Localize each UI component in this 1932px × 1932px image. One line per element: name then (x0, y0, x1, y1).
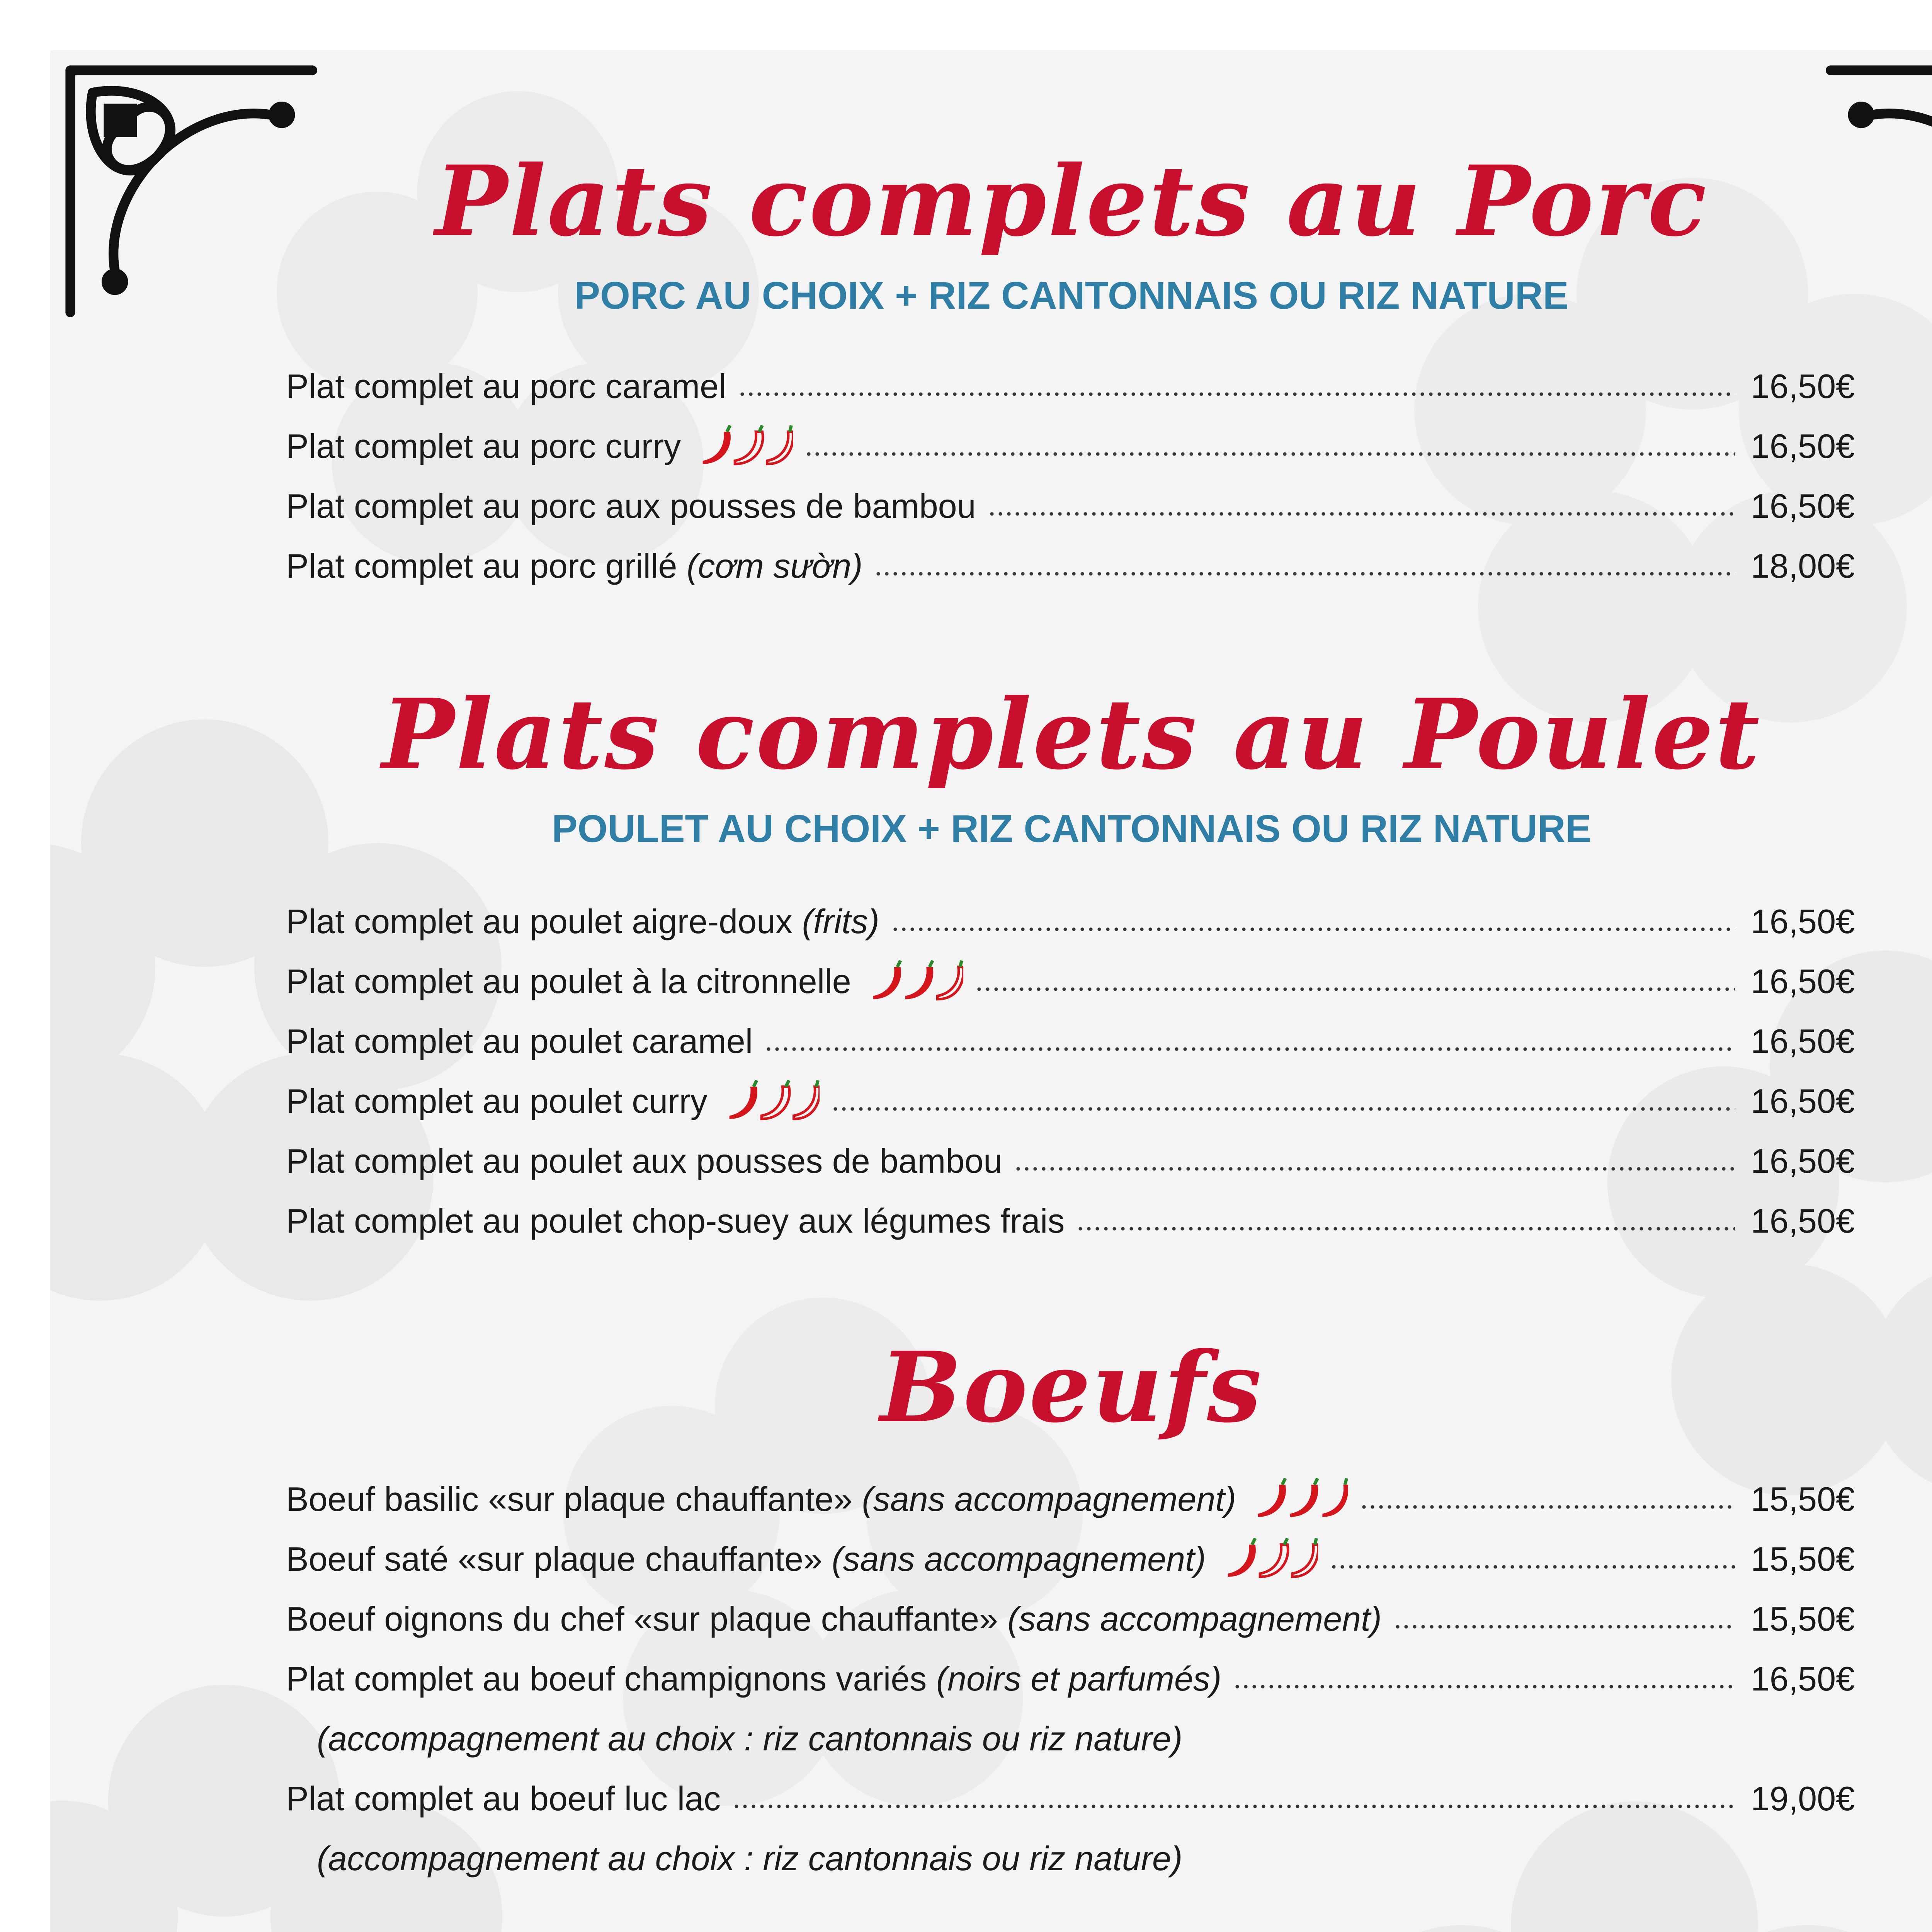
menu-item (286, 1772, 1855, 1826)
item-name: Boeuf saté «sur plaque chauffante» (286, 1540, 822, 1578)
item-price: 16,50€ (1750, 902, 1855, 940)
chili-pepper-icon (696, 425, 793, 468)
dot-leader (1360, 1503, 1735, 1511)
dot-leader (1076, 1225, 1735, 1233)
item-price: 16,50€ (1750, 1660, 1855, 1698)
item-price: 16,50€ (1750, 1142, 1855, 1180)
dot-leader (874, 570, 1735, 578)
item-subnote: (accompagnement au choix : riz cantonnais ou riz nature) (317, 1839, 1183, 1878)
item-note: (frits) (802, 902, 879, 940)
menu-item (286, 1074, 1855, 1128)
dot-leader (1233, 1683, 1735, 1690)
item-note: (sans accompagnement) (832, 1540, 1206, 1578)
section-subtitle-poulet: POULET AU CHOIX + RIZ CANTONNAIS OU RIZ NATURE (552, 807, 1591, 850)
item-name: Plat complet au porc curry (286, 427, 681, 465)
dot-leader (891, 925, 1735, 933)
item-note: (sans accompagnement) (1007, 1600, 1382, 1638)
item-price: 19,00€ (1750, 1779, 1855, 1818)
menu-item (286, 1592, 1855, 1646)
menu-item (286, 1134, 1855, 1188)
item-price: 18,00€ (1750, 547, 1855, 585)
item-price: 16,50€ (1750, 487, 1855, 525)
menu-item (286, 539, 1855, 593)
item-name: Plat complet au poulet aigre-doux (286, 902, 793, 940)
dot-leader (1014, 1165, 1735, 1173)
item-price: 16,50€ (1750, 427, 1855, 465)
item-price: 16,50€ (1750, 1202, 1855, 1240)
menu-item (286, 1194, 1855, 1248)
item-name: Plat complet au poulet à la citronnelle (286, 962, 851, 1000)
item-name: Plat complet au porc aux pousses de bambou (286, 487, 976, 525)
chili-pepper-icon (1221, 1538, 1318, 1580)
menu-item (286, 419, 1855, 473)
dot-leader (804, 450, 1735, 458)
item-name: Plat complet au poulet curry (286, 1082, 707, 1120)
section-title-porc: Plats complets au Porc (435, 144, 1708, 258)
item-price: 16,50€ (1750, 962, 1855, 1000)
chili-pepper-icon (1252, 1478, 1348, 1520)
dot-leader (738, 390, 1735, 398)
item-name: Boeuf basilic «sur plaque chauffante» (286, 1480, 853, 1518)
dot-leader (764, 1045, 1735, 1053)
item-name: Plat complet au boeuf luc lac (286, 1779, 721, 1818)
item-name: Plat complet au poulet chop-suey aux légumes frais (286, 1202, 1065, 1240)
item-name: Plat complet au porc grillé (286, 547, 677, 585)
dot-leader (732, 1803, 1735, 1810)
section-title-boeufs: Boeufs (880, 1330, 1263, 1444)
menu-item (286, 1472, 1855, 1526)
dot-leader (1330, 1563, 1735, 1571)
dot-leader (988, 510, 1735, 518)
item-price: 15,50€ (1750, 1540, 1855, 1578)
menu-item (286, 954, 1855, 1009)
item-price: 16,50€ (1750, 1082, 1855, 1120)
item-price: 15,50€ (1750, 1600, 1855, 1638)
item-price: 16,50€ (1750, 1022, 1855, 1060)
chili-pepper-icon (867, 960, 963, 1003)
item-note: (noirs et parfumés) (936, 1660, 1222, 1698)
chili-pepper-icon (723, 1080, 820, 1122)
menu-item (286, 895, 1855, 949)
item-name: Plat complet au porc caramel (286, 367, 726, 405)
item-name: Plat complet au poulet aux pousses de bambou (286, 1142, 1003, 1180)
menu-item (286, 1532, 1855, 1586)
menu-item (286, 359, 1855, 413)
item-price: 15,50€ (1750, 1480, 1855, 1518)
item-price: 16,50€ (1750, 367, 1855, 405)
item-name: Boeuf oignons du chef «sur plaque chauffante» (286, 1600, 998, 1638)
item-note: (sans accompagnement) (862, 1480, 1236, 1518)
item-name: Plat complet au poulet caramel (286, 1022, 753, 1060)
section-title-poulet: Plats complets au Poulet (382, 677, 1761, 791)
menu-item (286, 479, 1855, 533)
section-subtitle-porc: PORC AU CHOIX + RIZ CANTONNAIS OU RIZ NATURE (574, 274, 1569, 317)
menu-item (286, 1652, 1855, 1706)
dot-leader (1393, 1623, 1735, 1631)
item-subnote: (accompagnement au choix : riz cantonnais ou riz nature) (317, 1719, 1183, 1758)
item-name: Plat complet au boeuf champignons variés (286, 1660, 927, 1698)
item-note: (cơm sườn) (686, 547, 863, 585)
dot-leader (975, 985, 1735, 993)
menu-item (286, 1014, 1855, 1068)
dot-leader (831, 1105, 1735, 1113)
